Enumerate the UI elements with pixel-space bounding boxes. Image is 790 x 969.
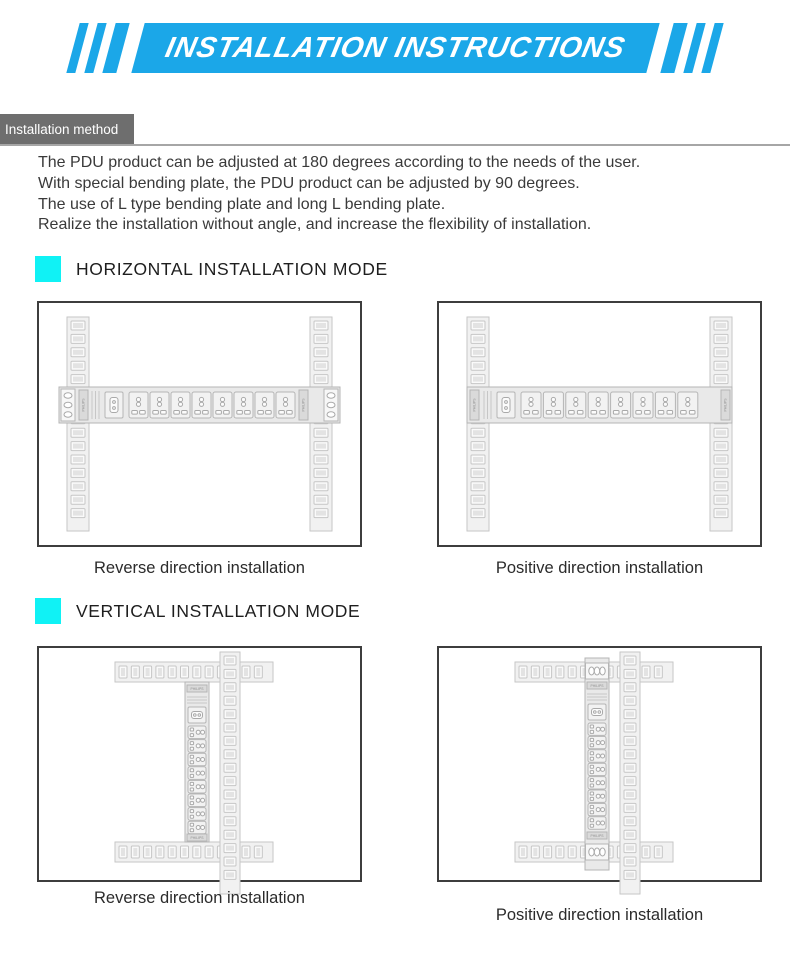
intro-line: The PDU product can be adjusted at 180 degrees according to the needs of the user. xyxy=(38,154,641,171)
mounting-bracket xyxy=(586,844,609,860)
diagram-row xyxy=(37,301,790,578)
diagram-horizontal-reverse xyxy=(37,301,362,547)
section-heading-row xyxy=(35,256,790,282)
diagram-vertical-reverse xyxy=(37,646,362,898)
page-title: INSTALLATION INSTRUCTIONS xyxy=(162,31,629,64)
power-outlet xyxy=(188,740,206,753)
installation-method-tab xyxy=(0,114,134,144)
power-outlet xyxy=(188,753,206,766)
power-outlet xyxy=(188,821,206,834)
divider-line xyxy=(0,144,790,146)
power-outlet xyxy=(655,392,675,418)
banner-ribbon xyxy=(131,23,659,73)
power-outlet xyxy=(588,737,606,749)
diagram-panel xyxy=(437,301,762,578)
diagram-row xyxy=(37,646,790,925)
diagram-caption: Reverse direction installation xyxy=(94,559,305,578)
rack-rail-vertical xyxy=(67,317,89,531)
rack-rail-vertical xyxy=(620,652,640,894)
power-outlet xyxy=(234,392,253,418)
power-outlet xyxy=(192,392,211,418)
svg-text:PHILIPS: PHILIPS xyxy=(190,836,204,841)
power-outlet xyxy=(188,726,206,739)
power-outlet xyxy=(188,794,206,807)
brand-plate xyxy=(187,834,207,841)
power-outlet xyxy=(588,790,606,802)
diagram-vertical-reverse xyxy=(37,646,362,898)
power-outlet xyxy=(213,392,232,418)
svg-text:PHILIPS: PHILIPS xyxy=(190,687,204,692)
power-outlet xyxy=(566,392,586,418)
power-outlet xyxy=(150,392,169,418)
section-heading: HORIZONTAL INSTALLATION MODE xyxy=(76,258,388,279)
brand-plate xyxy=(587,682,607,689)
breaker-switch xyxy=(105,392,123,418)
rack-rail-horizontal xyxy=(115,662,273,682)
pdu-bar xyxy=(185,682,209,842)
banner-stripe-icon xyxy=(661,23,688,73)
power-outlet xyxy=(588,750,606,762)
svg-text:PHILIPS: PHILIPS xyxy=(590,834,604,839)
brand-plate xyxy=(721,390,730,420)
section-heading: VERTICAL INSTALLATION MODE xyxy=(76,600,361,621)
diagram-panel xyxy=(37,301,362,578)
section-vertical xyxy=(0,598,790,925)
rack-rail-horizontal xyxy=(115,842,273,862)
breaker-switch xyxy=(588,704,606,720)
power-outlet xyxy=(588,817,606,829)
brand-plate xyxy=(470,390,479,420)
svg-text:PHILIPS: PHILIPS xyxy=(723,398,728,412)
power-outlet xyxy=(255,392,274,418)
header-banner xyxy=(0,23,790,73)
diagram-caption: Positive direction installation xyxy=(495,906,704,925)
power-outlet xyxy=(129,392,148,418)
power-outlet xyxy=(678,392,698,418)
intro-text xyxy=(38,153,790,236)
banner-stripe-icon xyxy=(84,23,106,73)
intro-line: Realize the installation without angle, and increase the flexibility of installation. xyxy=(38,216,592,234)
power-outlet xyxy=(543,392,563,418)
brand-plate xyxy=(587,832,607,839)
installation-method-label: Installation method xyxy=(5,121,119,137)
mounting-bracket xyxy=(324,389,338,421)
svg-text:PHILIPS: PHILIPS xyxy=(472,398,477,412)
banner-stripe-icon xyxy=(102,23,129,73)
brand-plate xyxy=(299,390,308,420)
pdu-bar xyxy=(467,387,732,423)
rack-rail-vertical xyxy=(467,317,489,531)
power-outlet xyxy=(588,777,606,789)
intro-line: The use of L type bending plate and long L bending plate. xyxy=(38,195,446,213)
power-outlet xyxy=(188,781,206,794)
breaker-switch xyxy=(497,392,515,418)
banner-stripe-icon xyxy=(702,23,724,73)
pdu-bar xyxy=(59,387,340,423)
power-outlet xyxy=(588,804,606,816)
cyan-square-bullet-icon xyxy=(35,598,61,624)
svg-text:PHILIPS: PHILIPS xyxy=(81,398,86,412)
diagram-caption: Reverse direction installation xyxy=(94,889,305,908)
diagram-vertical-positive xyxy=(437,646,762,898)
banner-stripe-icon xyxy=(66,23,88,73)
svg-text:PHILIPS: PHILIPS xyxy=(301,398,306,412)
power-outlet xyxy=(588,392,608,418)
rack-rail-vertical xyxy=(310,317,332,531)
svg-text:PHILIPS: PHILIPS xyxy=(590,684,604,689)
diagram-panel xyxy=(37,646,362,908)
mounting-bracket xyxy=(586,663,609,679)
section-horizontal xyxy=(0,256,790,578)
breaker-switch xyxy=(188,707,206,723)
intro-line: With special bending plate, the PDU product can be adjusted by 90 degrees. xyxy=(38,174,580,192)
power-outlet xyxy=(588,723,606,735)
diagram-horizontal-reverse xyxy=(37,301,362,547)
power-outlet xyxy=(633,392,653,418)
power-outlet xyxy=(188,767,206,780)
diagram-horizontal-positive xyxy=(437,301,762,547)
brand-plate xyxy=(79,390,88,420)
cyan-square-bullet-icon xyxy=(35,256,61,282)
diagram-caption: Positive direction installation xyxy=(495,559,704,578)
rack-rail-vertical xyxy=(710,317,732,531)
power-outlet xyxy=(611,392,631,418)
section-heading-row xyxy=(35,598,790,624)
brand-plate xyxy=(187,685,207,692)
diagram-horizontal-positive xyxy=(437,301,762,547)
diagram-vertical-positive xyxy=(437,646,762,898)
mounting-bracket xyxy=(61,389,75,421)
power-outlet xyxy=(521,392,541,418)
power-outlet xyxy=(188,808,206,821)
pdu-bar xyxy=(585,658,609,870)
power-outlet xyxy=(171,392,190,418)
rack-rail-vertical xyxy=(220,652,240,894)
power-outlet xyxy=(588,763,606,775)
diagram-panel xyxy=(437,646,762,925)
power-outlet xyxy=(276,392,295,418)
